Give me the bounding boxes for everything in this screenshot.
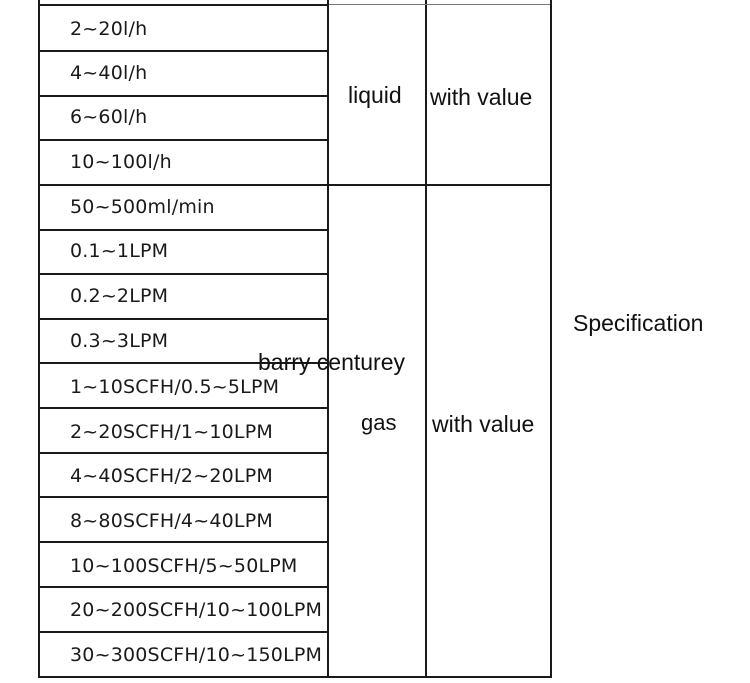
range-cell: 0.2~2LPM [70, 285, 169, 307]
range-cell: 4~40SCFH/2~20LPM [70, 465, 273, 487]
row-divider [38, 229, 329, 231]
top-border-medium-note [329, 4, 550, 5]
row-divider [38, 50, 329, 52]
range-column-right-border [327, 0, 329, 677]
range-cell: 50~500ml/min [70, 196, 215, 218]
gas-medium-label: gas [361, 410, 397, 435]
liquid-note-label: with value [430, 84, 533, 110]
note-column-right-border [550, 0, 552, 677]
row-divider [38, 541, 329, 543]
range-cell: 30~300SCFH/10~150LPM [70, 644, 323, 666]
range-cell: 6~60l/h [70, 106, 148, 128]
table-left-border [38, 0, 40, 677]
range-cell: 10~100SCFH/5~50LPM [70, 555, 298, 577]
medium-column-right-border [425, 0, 427, 677]
row-divider [38, 586, 329, 588]
row-divider [38, 4, 329, 6]
range-cell: 0.3~3LPM [70, 330, 169, 352]
range-cell: 0.1~1LPM [70, 240, 169, 262]
row-divider [38, 318, 329, 320]
row-divider [38, 631, 329, 633]
row-divider [38, 407, 329, 409]
row-divider [38, 95, 329, 97]
group-divider [38, 184, 552, 186]
row-divider [38, 139, 329, 141]
range-cell: 2~20l/h [70, 18, 148, 40]
liquid-medium-label: liquid [348, 82, 402, 108]
gas-note-label: with value [432, 411, 535, 437]
range-cell: 4~40l/h [70, 62, 148, 84]
range-cell: 1~10SCFH/0.5~5LPM [70, 376, 280, 398]
overlay-brand-label: barry centurey [258, 349, 406, 375]
range-cell: 20~200SCFH/10~100LPM [70, 599, 323, 621]
range-cell: 10~100l/h [70, 151, 172, 173]
row-divider [38, 273, 329, 275]
row-divider [38, 452, 329, 454]
row-divider [38, 496, 329, 498]
range-cell: 8~80SCFH/4~40LPM [70, 510, 273, 532]
specification-label: Specification [573, 310, 704, 336]
table-bottom-border [38, 676, 552, 678]
range-cell: 2~20SCFH/1~10LPM [70, 421, 273, 443]
